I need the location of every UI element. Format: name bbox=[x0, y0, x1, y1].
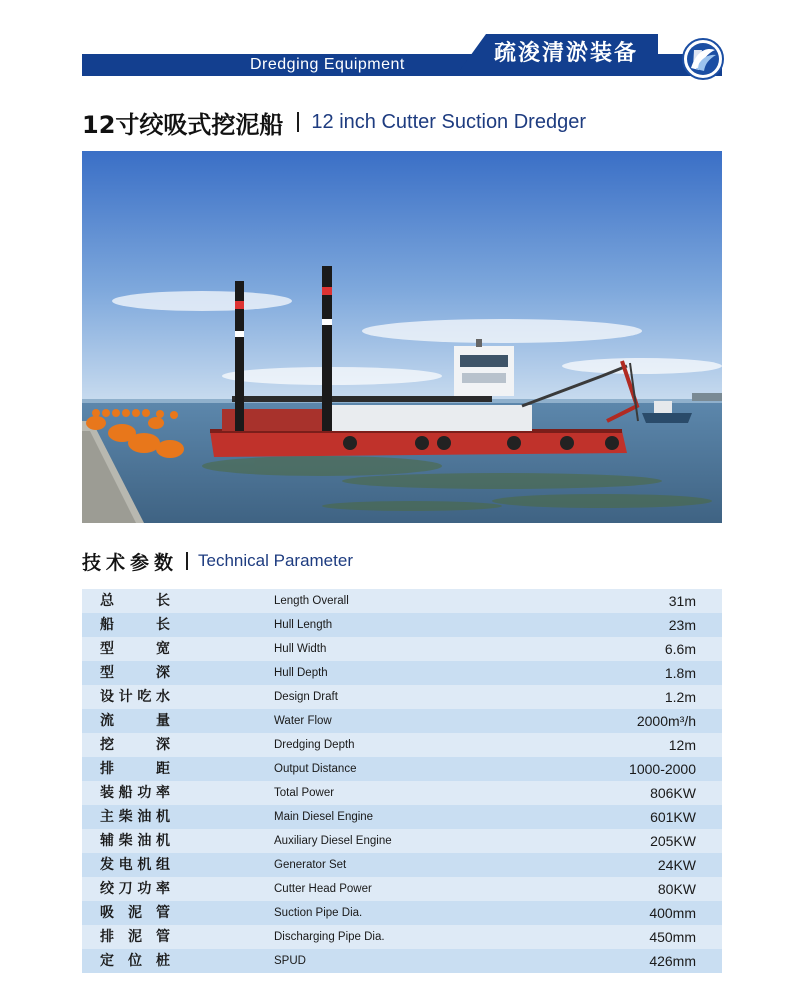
table-row bbox=[82, 613, 722, 637]
page-title bbox=[82, 104, 586, 140]
table-row bbox=[82, 661, 722, 685]
param-value: 23m bbox=[668, 617, 696, 633]
param-name-en: Auxiliary Diesel Engine bbox=[274, 835, 392, 847]
param-name-en: Design Draft bbox=[274, 691, 338, 703]
param-value: 426mm bbox=[649, 953, 696, 969]
table-row bbox=[82, 901, 722, 925]
parameter-table bbox=[82, 589, 722, 973]
param-name-cn: 吸泥管 bbox=[100, 905, 170, 921]
param-value: 1000-2000 bbox=[629, 761, 696, 777]
param-name-cn: 流量 bbox=[100, 713, 170, 729]
table-row bbox=[82, 637, 722, 661]
param-name-en: Cutter Head Power bbox=[274, 883, 372, 895]
param-name-cn: 型深 bbox=[100, 665, 170, 681]
table-row bbox=[82, 589, 722, 613]
param-value: 1.8m bbox=[664, 665, 696, 681]
company-logo-icon bbox=[682, 38, 724, 80]
param-name-en: Dredging Depth bbox=[274, 739, 355, 751]
param-name-en: SPUD bbox=[274, 955, 306, 967]
table-row bbox=[82, 733, 722, 757]
param-value: 450mm bbox=[649, 929, 696, 945]
param-value: 31m bbox=[668, 593, 696, 609]
title-english: 12 inch Cutter Suction Dredger bbox=[311, 110, 586, 133]
param-name-cn: 主柴油机 bbox=[100, 809, 170, 825]
param-value: 601KW bbox=[650, 809, 696, 825]
param-name-en: Generator Set bbox=[274, 859, 347, 871]
dredger-photo bbox=[82, 151, 722, 523]
title-chinese: 12寸绞吸式挖泥船 bbox=[82, 110, 284, 139]
table-row bbox=[82, 829, 722, 853]
param-name-en: Main Diesel Engine bbox=[274, 811, 374, 823]
header-chinese-title: 疏浚清淤装备 bbox=[493, 41, 638, 66]
param-value: 12m bbox=[668, 737, 696, 753]
param-value: 24KW bbox=[657, 857, 696, 873]
param-name-cn: 辅柴油机 bbox=[100, 833, 170, 849]
table-row bbox=[82, 925, 722, 949]
table-row bbox=[82, 805, 722, 829]
table-row bbox=[82, 877, 722, 901]
table-row bbox=[82, 709, 722, 733]
table-row bbox=[82, 949, 722, 973]
title-divider bbox=[297, 112, 299, 132]
param-value: 205KW bbox=[650, 833, 696, 849]
table-row bbox=[82, 685, 722, 709]
param-name-cn: 排距 bbox=[100, 761, 170, 777]
param-name-en: Hull Length bbox=[274, 619, 333, 631]
param-name-cn: 设计吃水 bbox=[100, 689, 170, 705]
param-name-cn: 定位桩 bbox=[100, 953, 170, 969]
param-name-cn: 船长 bbox=[100, 617, 170, 633]
param-name-en: Hull Width bbox=[274, 643, 327, 655]
section-heading bbox=[82, 546, 353, 576]
table-row bbox=[82, 853, 722, 877]
param-value: 80KW bbox=[657, 881, 696, 897]
param-name-cn: 排泥管 bbox=[100, 929, 170, 945]
param-value: 400mm bbox=[649, 905, 696, 921]
param-name-cn: 发电机组 bbox=[100, 857, 170, 873]
param-value: 1.2m bbox=[664, 689, 696, 705]
section-divider bbox=[186, 552, 188, 570]
param-name-en: Output Distance bbox=[274, 763, 357, 775]
section-title-chinese: 技术参数 bbox=[82, 551, 179, 574]
param-name-en: Length Overall bbox=[274, 595, 349, 607]
param-name-en: Hull Depth bbox=[274, 667, 328, 679]
param-name-cn: 绞刀功率 bbox=[100, 881, 170, 897]
header-english-title: Dredging Equipment bbox=[250, 56, 405, 73]
param-name-cn: 装船功率 bbox=[100, 785, 170, 801]
table-row bbox=[82, 781, 722, 805]
param-name-en: Total Power bbox=[274, 787, 335, 799]
param-name-cn: 挖深 bbox=[100, 737, 170, 753]
param-value: 806KW bbox=[650, 785, 696, 801]
header-banner bbox=[82, 41, 722, 76]
param-name-en: Suction Pipe Dia. bbox=[274, 907, 363, 919]
section-title-english: Technical Parameter bbox=[198, 551, 353, 570]
param-name-en: Discharging Pipe Dia. bbox=[274, 931, 385, 943]
param-value: 2000m³/h bbox=[636, 713, 696, 729]
param-name-cn: 总长 bbox=[100, 593, 170, 609]
param-name-cn: 型宽 bbox=[100, 641, 170, 657]
param-value: 6.6m bbox=[664, 641, 696, 657]
table-row bbox=[82, 757, 722, 781]
param-name-en: Water Flow bbox=[274, 715, 332, 727]
